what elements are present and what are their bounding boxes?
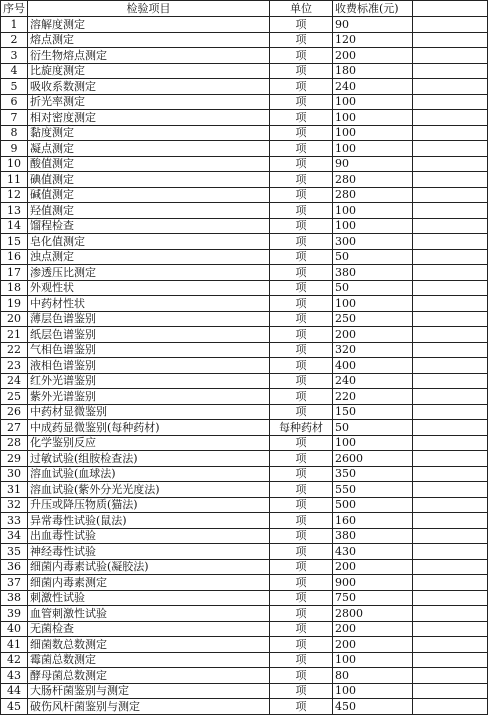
row-number: 12 [1,187,28,203]
row-number: 33 [1,513,28,529]
row-fee: 900 [333,575,413,591]
table-row [1,420,488,436]
row-fee: 90 [333,17,413,33]
table-row [1,389,488,405]
row-number: 36 [1,559,28,575]
row-number: 22 [1,342,28,358]
row-number: 11 [1,172,28,188]
row-item: 碘值测定 [28,172,270,188]
row-unit: 项 [270,575,333,591]
row-item: 皂化值测定 [28,234,270,250]
row-item: 中成药显微鉴别(每种药材) [28,420,270,436]
row-item: 细菌内毒素测定 [28,575,270,591]
row-fee: 100 [333,125,413,141]
row-blank [413,94,488,110]
row-number: 30 [1,466,28,482]
row-blank [413,234,488,250]
row-item: 紫外光谱鉴别 [28,389,270,405]
row-fee: 750 [333,590,413,606]
row-item: 溶血试验(血球法) [28,466,270,482]
row-unit: 项 [270,32,333,48]
row-number: 21 [1,327,28,343]
row-fee: 100 [333,110,413,126]
table-row [1,683,488,699]
row-blank [413,79,488,95]
row-blank [413,435,488,451]
row-unit: 项 [270,621,333,637]
row-unit: 项 [270,141,333,157]
row-blank [413,342,488,358]
row-item: 凝点测定 [28,141,270,157]
header-item: 检验项目 [28,1,270,17]
row-fee: 300 [333,234,413,250]
table-row [1,249,488,265]
row-fee: 120 [333,32,413,48]
row-fee: 240 [333,373,413,389]
row-number: 26 [1,404,28,420]
table-header-row [1,1,488,17]
row-blank [413,249,488,265]
row-item: 比旋度测定 [28,63,270,79]
row-item: 气相色谱鉴别 [28,342,270,358]
row-blank [413,451,488,467]
row-number: 37 [1,575,28,591]
row-number: 34 [1,528,28,544]
row-unit: 项 [270,482,333,498]
row-number: 2 [1,32,28,48]
table-row [1,141,488,157]
row-unit: 项 [270,110,333,126]
row-item: 细菌内毒素试验(凝胶法) [28,559,270,575]
row-unit: 每种药材 [270,420,333,436]
row-number: 27 [1,420,28,436]
row-number: 1 [1,17,28,33]
table-row [1,280,488,296]
row-item: 纸层色谱鉴别 [28,327,270,343]
row-unit: 项 [270,218,333,234]
row-fee: 320 [333,342,413,358]
row-item: 折光率测定 [28,94,270,110]
row-fee: 200 [333,621,413,637]
table-row [1,590,488,606]
row-blank [413,373,488,389]
row-unit: 项 [270,559,333,575]
row-unit: 项 [270,466,333,482]
row-item: 异常毒性试验(鼠法) [28,513,270,529]
row-fee: 160 [333,513,413,529]
row-item: 破伤风杆菌鉴别与测定 [28,699,270,715]
row-item: 渗透压比测定 [28,265,270,281]
row-blank [413,404,488,420]
table-row [1,94,488,110]
row-blank [413,265,488,281]
row-blank [413,156,488,172]
row-unit: 项 [270,451,333,467]
row-item: 浊点测定 [28,249,270,265]
row-number: 20 [1,311,28,327]
row-fee: 100 [333,141,413,157]
row-blank [413,420,488,436]
table-row [1,358,488,374]
row-item: 黏度测定 [28,125,270,141]
row-fee: 90 [333,156,413,172]
row-item: 神经毒性试验 [28,544,270,560]
table-row [1,32,488,48]
row-fee: 400 [333,358,413,374]
row-blank [413,668,488,684]
row-fee: 200 [333,637,413,653]
row-fee: 250 [333,311,413,327]
row-fee: 280 [333,187,413,203]
row-unit: 项 [270,48,333,64]
row-number: 42 [1,652,28,668]
row-unit: 项 [270,172,333,188]
table-row [1,404,488,420]
row-blank [413,280,488,296]
row-unit: 项 [270,203,333,219]
table-row [1,699,488,715]
row-blank [413,48,488,64]
table-row [1,296,488,312]
row-number: 4 [1,63,28,79]
row-number: 41 [1,637,28,653]
table-row [1,637,488,653]
row-item: 吸收系数测定 [28,79,270,95]
table-row [1,482,488,498]
table-row [1,559,488,575]
row-number: 29 [1,451,28,467]
row-number: 35 [1,544,28,560]
table-row [1,652,488,668]
row-unit: 项 [270,606,333,622]
row-item: 红外光谱鉴别 [28,373,270,389]
row-blank [413,606,488,622]
table-row [1,187,488,203]
header-no: 序号 [1,1,28,17]
table-row [1,497,488,513]
row-unit: 项 [270,234,333,250]
row-fee: 200 [333,559,413,575]
table-row [1,265,488,281]
row-unit: 项 [270,373,333,389]
row-blank [413,32,488,48]
row-fee: 500 [333,497,413,513]
row-number: 14 [1,218,28,234]
table-row [1,528,488,544]
row-unit: 项 [270,125,333,141]
row-fee: 550 [333,482,413,498]
row-item: 溶血试验(紫外分光光度法) [28,482,270,498]
row-blank [413,203,488,219]
row-item: 霉菌总数测定 [28,652,270,668]
row-fee: 100 [333,296,413,312]
row-blank [413,311,488,327]
row-unit: 项 [270,296,333,312]
row-item: 化学鉴别反应 [28,435,270,451]
row-unit: 项 [270,187,333,203]
row-unit: 项 [270,544,333,560]
row-blank [413,218,488,234]
row-blank [413,482,488,498]
row-item: 液相色谱鉴别 [28,358,270,374]
row-blank [413,559,488,575]
row-blank [413,125,488,141]
row-unit: 项 [270,280,333,296]
row-fee: 220 [333,389,413,405]
row-item: 酵母菌总数测定 [28,668,270,684]
row-fee: 380 [333,528,413,544]
row-number: 25 [1,389,28,405]
row-blank [413,699,488,715]
row-number: 40 [1,621,28,637]
table-row [1,234,488,250]
table-row [1,17,488,33]
row-unit: 项 [270,63,333,79]
row-blank [413,110,488,126]
row-number: 39 [1,606,28,622]
row-item: 溶解度测定 [28,17,270,33]
row-number: 3 [1,48,28,64]
row-blank [413,172,488,188]
row-blank [413,358,488,374]
row-number: 19 [1,296,28,312]
row-unit: 项 [270,435,333,451]
row-fee: 50 [333,249,413,265]
row-item: 薄层色谱鉴别 [28,311,270,327]
row-blank [413,466,488,482]
row-item: 外观性状 [28,280,270,296]
table-row [1,311,488,327]
row-fee: 50 [333,420,413,436]
row-number: 23 [1,358,28,374]
row-unit: 项 [270,358,333,374]
row-unit: 项 [270,699,333,715]
row-number: 13 [1,203,28,219]
row-blank [413,141,488,157]
row-item: 刺激性试验 [28,590,270,606]
row-unit: 项 [270,590,333,606]
row-number: 32 [1,497,28,513]
row-blank [413,652,488,668]
row-unit: 项 [270,668,333,684]
row-number: 28 [1,435,28,451]
table-row [1,110,488,126]
row-item: 碱值测定 [28,187,270,203]
row-fee: 450 [333,699,413,715]
row-fee: 350 [333,466,413,482]
row-item: 血管刺激性试验 [28,606,270,622]
row-fee: 150 [333,404,413,420]
row-item: 细菌数总数测定 [28,637,270,653]
table-row [1,48,488,64]
table-row [1,63,488,79]
row-blank [413,63,488,79]
row-number: 10 [1,156,28,172]
row-blank [413,544,488,560]
row-unit: 项 [270,94,333,110]
row-number: 15 [1,234,28,250]
row-item: 无菌检查 [28,621,270,637]
row-unit: 项 [270,404,333,420]
table-row [1,125,488,141]
table-row [1,451,488,467]
row-item: 馏程检查 [28,218,270,234]
row-unit: 项 [270,342,333,358]
row-blank [413,497,488,513]
row-unit: 项 [270,311,333,327]
row-number: 7 [1,110,28,126]
row-fee: 180 [333,63,413,79]
row-blank [413,17,488,33]
row-unit: 项 [270,17,333,33]
row-item: 酸值测定 [28,156,270,172]
row-blank [413,590,488,606]
row-fee: 50 [333,280,413,296]
row-number: 44 [1,683,28,699]
table-row [1,544,488,560]
row-item: 大肠杆菌鉴别与测定 [28,683,270,699]
row-unit: 项 [270,652,333,668]
row-number: 45 [1,699,28,715]
row-fee: 2600 [333,451,413,467]
row-fee: 280 [333,172,413,188]
row-blank [413,187,488,203]
row-fee: 200 [333,327,413,343]
header-fee: 收费标准(元) [333,1,413,17]
table-row [1,575,488,591]
table-row [1,513,488,529]
row-item: 羟值测定 [28,203,270,219]
table-row [1,621,488,637]
row-fee: 100 [333,652,413,668]
row-unit: 项 [270,528,333,544]
row-unit: 项 [270,79,333,95]
row-item: 过敏试验(组胺检查法) [28,451,270,467]
row-fee: 200 [333,48,413,64]
row-fee: 430 [333,544,413,560]
table-row [1,342,488,358]
row-fee: 380 [333,265,413,281]
row-unit: 项 [270,513,333,529]
row-blank [413,327,488,343]
table-row [1,373,488,389]
row-fee: 100 [333,218,413,234]
row-number: 16 [1,249,28,265]
row-fee: 2800 [333,606,413,622]
row-unit: 项 [270,249,333,265]
table-row [1,172,488,188]
row-item: 衍生物熔点测定 [28,48,270,64]
table-row [1,327,488,343]
row-item: 相对密度测定 [28,110,270,126]
row-number: 5 [1,79,28,95]
table-row [1,79,488,95]
table-row [1,203,488,219]
row-item: 中药材显微鉴别 [28,404,270,420]
row-blank [413,575,488,591]
row-number: 31 [1,482,28,498]
row-unit: 项 [270,265,333,281]
header-unit: 单位 [270,1,333,17]
row-unit: 项 [270,683,333,699]
row-fee: 240 [333,79,413,95]
row-number: 43 [1,668,28,684]
row-item: 熔点测定 [28,32,270,48]
row-blank [413,296,488,312]
row-fee: 100 [333,435,413,451]
row-unit: 项 [270,389,333,405]
row-fee: 100 [333,203,413,219]
row-blank [413,683,488,699]
row-number: 8 [1,125,28,141]
row-number: 6 [1,94,28,110]
table-row [1,156,488,172]
row-blank [413,389,488,405]
row-number: 18 [1,280,28,296]
table-row [1,668,488,684]
row-number: 9 [1,141,28,157]
row-unit: 项 [270,156,333,172]
row-item: 升压或降压物质(猫法) [28,497,270,513]
table-row [1,606,488,622]
row-number: 38 [1,590,28,606]
row-fee: 80 [333,668,413,684]
row-item: 出血毒性试验 [28,528,270,544]
table-body [1,17,488,715]
row-fee: 100 [333,94,413,110]
row-unit: 项 [270,327,333,343]
row-fee: 100 [333,683,413,699]
row-item: 中药材性状 [28,296,270,312]
row-unit: 项 [270,497,333,513]
table-row [1,435,488,451]
row-blank [413,621,488,637]
row-unit: 项 [270,637,333,653]
row-number: 17 [1,265,28,281]
table-row [1,466,488,482]
row-blank [413,637,488,653]
row-number: 24 [1,373,28,389]
table-row [1,218,488,234]
row-blank [413,528,488,544]
header-blank [413,1,488,17]
row-blank [413,513,488,529]
